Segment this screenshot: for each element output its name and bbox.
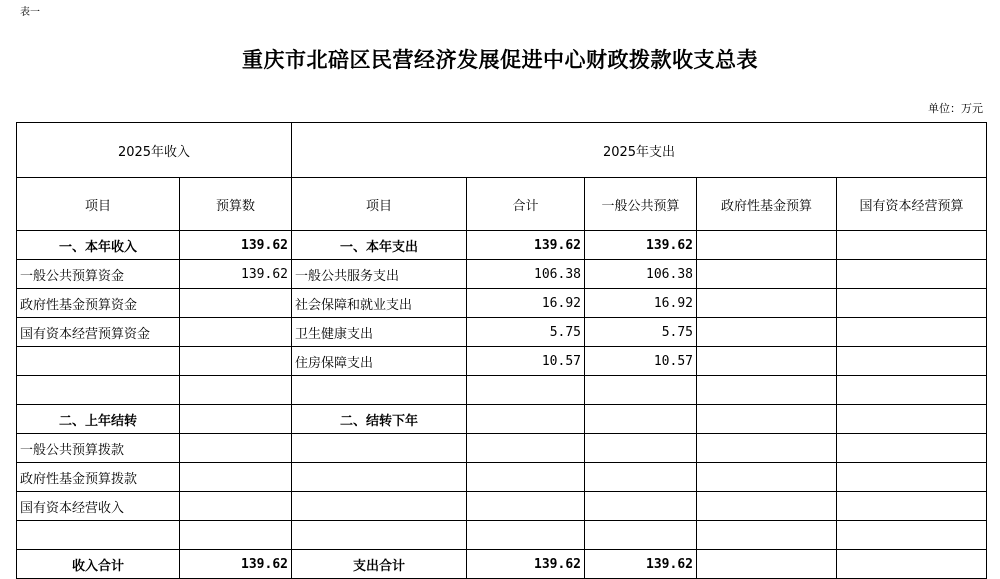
- table-cell: [837, 289, 987, 318]
- table-cell: [467, 521, 585, 550]
- table-row: [17, 405, 987, 434]
- table-row: [17, 376, 987, 405]
- income-group-header: 2025年收入: [17, 123, 292, 178]
- table-cell: 139.62: [180, 231, 292, 260]
- column-header: 一般公共预算: [585, 178, 697, 231]
- table-cell: 支出合计: [292, 550, 467, 579]
- table-cell: 住房保障支出: [292, 347, 467, 376]
- table-cell: 政府性基金预算资金: [17, 289, 180, 318]
- table-cell: 139.62: [467, 550, 585, 579]
- table-cell: [180, 521, 292, 550]
- table-row: [17, 289, 987, 318]
- table-row: [17, 521, 987, 550]
- table-cell: 16.92: [467, 289, 585, 318]
- table-row: [17, 492, 987, 521]
- table-cell: [467, 405, 585, 434]
- table-cell: [180, 289, 292, 318]
- table-row: [17, 347, 987, 376]
- table-cell: [180, 318, 292, 347]
- unit-label: 单位：万元: [928, 102, 983, 115]
- table-cell: 10.57: [467, 347, 585, 376]
- table-cell: [180, 376, 292, 405]
- column-header: 项目: [292, 178, 467, 231]
- table-cell: 139.62: [180, 260, 292, 289]
- table-cell: 一般公共预算拨款: [17, 434, 180, 463]
- table-cell: 5.75: [467, 318, 585, 347]
- table-cell: 一般公共服务支出: [292, 260, 467, 289]
- table-cell: [585, 463, 697, 492]
- table-cell: [467, 376, 585, 405]
- table-cell: 106.38: [467, 260, 585, 289]
- table-cell: [697, 492, 837, 521]
- table-cell: 收入合计: [17, 550, 180, 579]
- table-cell: 106.38: [585, 260, 697, 289]
- table-cell: [837, 376, 987, 405]
- table-cell: [837, 260, 987, 289]
- table-cell: [180, 463, 292, 492]
- table-cell: [292, 434, 467, 463]
- table-cell: [467, 463, 585, 492]
- table-cell: [697, 463, 837, 492]
- table-cell: [180, 492, 292, 521]
- table-row: [17, 231, 987, 260]
- table-cell: 139.62: [467, 231, 585, 260]
- table-cell: 一般公共预算资金: [17, 260, 180, 289]
- table-cell: 社会保障和就业支出: [292, 289, 467, 318]
- table-cell: [697, 231, 837, 260]
- table-cell: [837, 434, 987, 463]
- table-cell: [180, 434, 292, 463]
- table-cell: [837, 318, 987, 347]
- table-cell: [837, 463, 987, 492]
- table-cell: [697, 434, 837, 463]
- table-cell: [837, 405, 987, 434]
- table-cell: 一、本年收入: [17, 231, 180, 260]
- budget-summary-table: [16, 122, 987, 579]
- table-cell: [585, 376, 697, 405]
- table-cell: 国有资本经营收入: [17, 492, 180, 521]
- table-cell: 139.62: [585, 231, 697, 260]
- table-cell: [697, 550, 837, 579]
- table-cell: [697, 289, 837, 318]
- column-header: 政府性基金预算: [697, 178, 837, 231]
- table-cell: 5.75: [585, 318, 697, 347]
- table-cell: [585, 434, 697, 463]
- table-cell: 10.57: [585, 347, 697, 376]
- column-header: 项目: [17, 178, 180, 231]
- column-header-row: [17, 178, 987, 231]
- table-cell: [837, 521, 987, 550]
- table-cell: [585, 492, 697, 521]
- table-cell: 一、本年支出: [292, 231, 467, 260]
- table-cell: [467, 492, 585, 521]
- table-cell: [17, 521, 180, 550]
- table-cell: [17, 376, 180, 405]
- table-cell: [17, 347, 180, 376]
- table-row: [17, 260, 987, 289]
- table-cell: 卫生健康支出: [292, 318, 467, 347]
- table-cell: [467, 434, 585, 463]
- table-cell: [837, 231, 987, 260]
- table-cell: 二、上年结转: [17, 405, 180, 434]
- group-header-row: [17, 123, 987, 178]
- table-cell: [180, 405, 292, 434]
- table-cell: [292, 463, 467, 492]
- table-row: [17, 434, 987, 463]
- expense-group-header: 2025年支出: [292, 123, 987, 178]
- table-cell: [697, 318, 837, 347]
- table-cell: 国有资本经营预算资金: [17, 318, 180, 347]
- table-cell: 139.62: [585, 550, 697, 579]
- table-cell: [585, 405, 697, 434]
- table-cell: 二、结转下年: [292, 405, 467, 434]
- table-cell: [697, 521, 837, 550]
- table-cell: [292, 492, 467, 521]
- table-cell: [837, 550, 987, 579]
- table-cell: [292, 521, 467, 550]
- table-row: [17, 463, 987, 492]
- table-cell: 16.92: [585, 289, 697, 318]
- table-cell: 139.62: [180, 550, 292, 579]
- table-cell: [697, 260, 837, 289]
- column-header: 预算数: [180, 178, 292, 231]
- table-cell: [837, 347, 987, 376]
- table-cell: [292, 376, 467, 405]
- table-row: [17, 318, 987, 347]
- table-row: [17, 550, 987, 579]
- table-cell: 政府性基金预算拨款: [17, 463, 180, 492]
- table-cell: [697, 405, 837, 434]
- table-cell: [697, 376, 837, 405]
- table-number-label: 表一: [20, 7, 40, 18]
- column-header: 国有资本经营预算: [837, 178, 987, 231]
- table-cell: [180, 347, 292, 376]
- table-cell: [837, 492, 987, 521]
- table-cell: [697, 347, 837, 376]
- page-title: 重庆市北碚区民营经济发展促进中心财政拨款收支总表: [242, 47, 758, 72]
- column-header: 合计: [467, 178, 585, 231]
- table-cell: [585, 521, 697, 550]
